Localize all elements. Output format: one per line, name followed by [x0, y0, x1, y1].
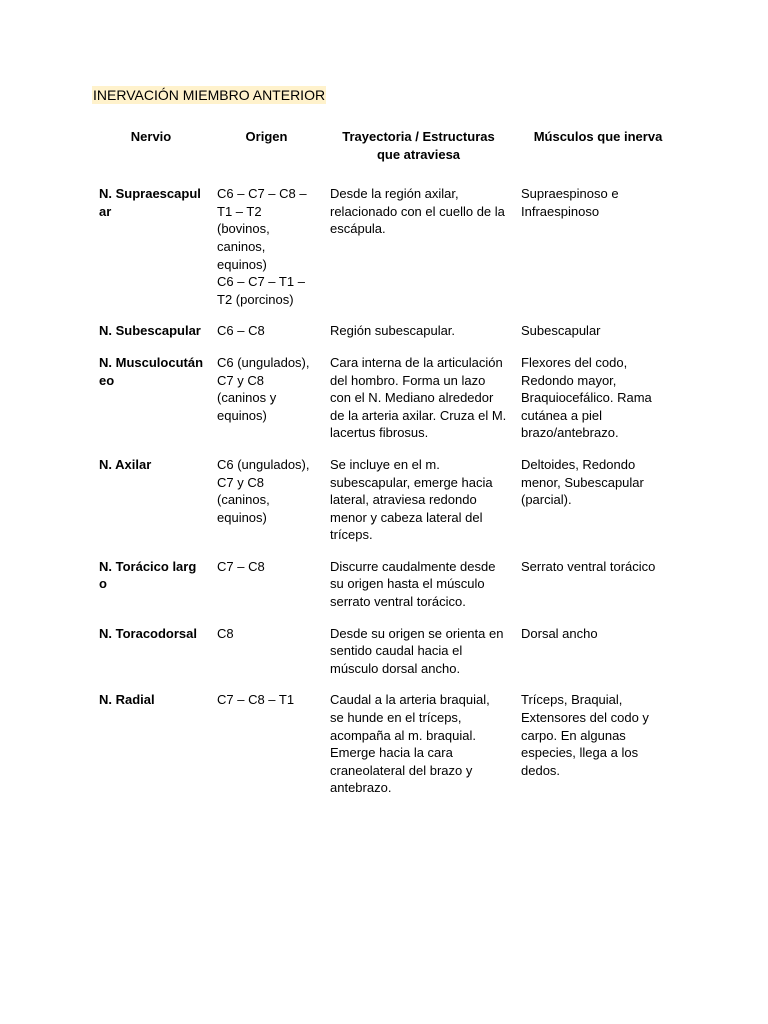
nerve-name-cell: N. Subescapular [99, 323, 201, 339]
column-header-musculos: Músculos que inerva [533, 129, 663, 144]
path-cell: Discurre caudalmente desde su origen hasta el músculo serrato ventral torácico. [330, 558, 496, 610]
muscles-cell: Tríceps, Braquial, Extensores del codo y carpo. En algunas especies, llega a los dedos. [521, 692, 649, 778]
muscles-cell: Serrato ventral torácico [521, 558, 656, 574]
table-row [92, 322, 682, 354]
nerve-name-cell: N. Supraescapular [99, 186, 201, 219]
column-header-nervio: Nervio [130, 129, 172, 144]
nerve-table [92, 128, 682, 811]
origin-cell: C7 – C8 – T1 [217, 692, 295, 708]
nerve-name-cell: N. Musculocutáneo [99, 354, 204, 388]
muscles-cell: Subescapular [521, 323, 601, 339]
document-title: INERVACIÓN MIEMBRO ANTERIOR [93, 87, 326, 103]
muscles-cell: Supraespinoso e Infraespinoso [521, 186, 619, 219]
origin-cell: C6 – C7 – C8 – T1 – T2 (bovinos, caninos, equinos) C6 – C7 – T1 – T2 (porcinos) [217, 186, 307, 307]
column-header-origen: Origen [245, 129, 288, 144]
path-cell: Se incluye en el m. subescapular, emerge hacia lateral, atraviesa redondo menor y cabeza lateral del tríceps. [330, 456, 493, 543]
table-row [92, 456, 682, 558]
origin-cell: C7 – C8 [217, 558, 265, 574]
table-row [92, 354, 682, 456]
muscles-cell: Deltoides, Redondo menor, Subescapular (parcial). [521, 456, 644, 508]
table-row [92, 185, 682, 322]
origin-cell: C6 (ungulados), C7 y C8 (caninos y equinos) [217, 354, 310, 423]
path-cell: Desde la región axilar, relacionado con el cuello de la escápula. [330, 186, 505, 237]
path-cell: Región subescapular. [330, 323, 456, 339]
origin-cell: C8 [217, 625, 234, 641]
nerve-name-cell: N. Toracodorsal [99, 625, 198, 641]
path-cell: Caudal a la arteria braquial, se hunde en el tríceps, acompaña al m. braquial. Emerge hacia la cara craneolateral del brazo y antebrazo. [330, 692, 490, 796]
table-row [92, 691, 682, 811]
origin-cell: C6 – C8 [217, 323, 265, 339]
table-row [92, 558, 682, 625]
muscles-cell: Dorsal ancho [521, 625, 598, 641]
muscles-cell: Flexores del codo, Redondo mayor, Braquiocefálico. Rama cutánea a piel brazo/antebrazo. [521, 354, 652, 441]
table-row [92, 625, 682, 692]
path-cell: Cara interna de la articulación del hombro. Forma un lazo con el N. Mediano alrededor de la arteria axilar. Cruza el M. lacertus fibrosus. [330, 354, 507, 441]
nerve-name-cell: N. Radial [99, 692, 155, 708]
nerve-name-cell: N. Torácico largo [99, 558, 197, 592]
path-cell: Desde su origen se orienta en sentido caudal hacia el músculo dorsal ancho. [330, 625, 504, 676]
origin-cell: C6 (ungulados), C7 y C8 (caninos, equinos) [217, 456, 310, 525]
table-header-row [92, 128, 682, 185]
column-header-trayectoria: Trayectoria / Estructuras que atraviesa [342, 129, 495, 162]
nerve-name-cell: N. Axilar [99, 456, 152, 472]
